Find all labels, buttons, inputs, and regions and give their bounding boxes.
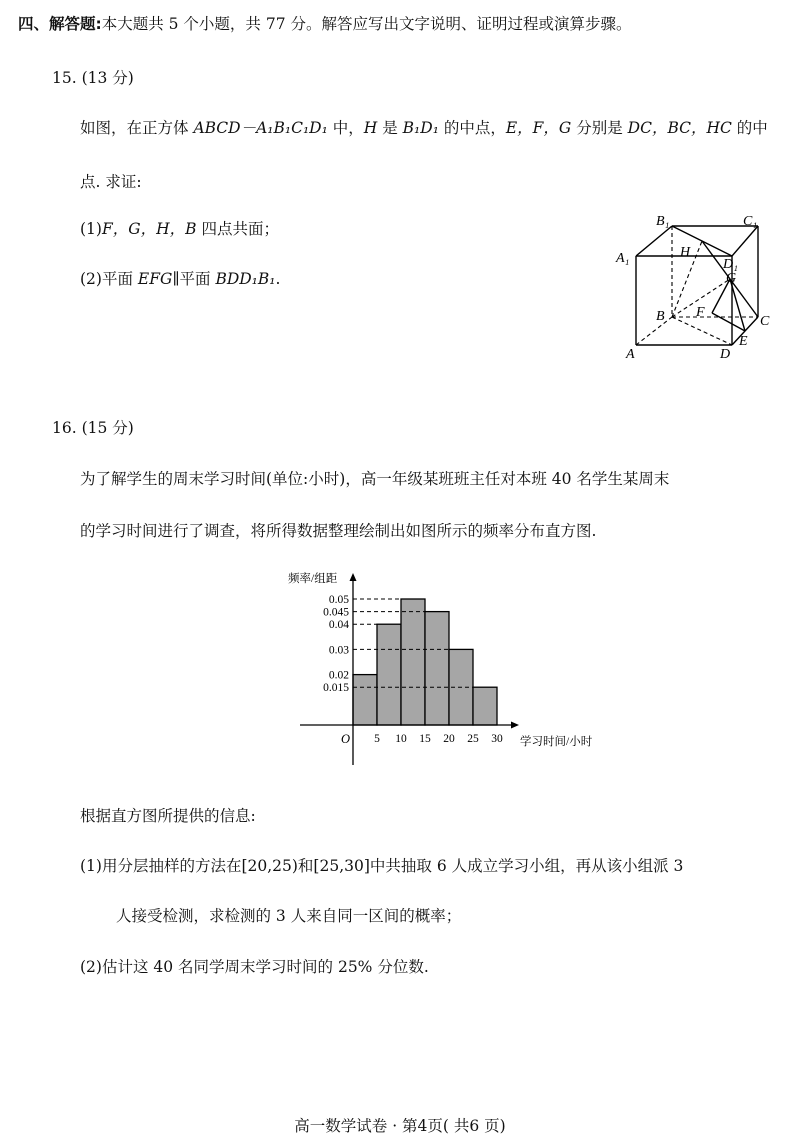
q15-part2-plane: BDD₁B₁ [215, 270, 276, 288]
q15-H: H [363, 119, 378, 137]
label-H: H [680, 245, 691, 260]
section-intro: 本大题共 5 个小题，共 77 分。解答应写出文字说明、证明过程或演算步骤。 [101, 15, 632, 33]
q15-stem-p1: 如图，在正方体 [80, 119, 194, 137]
edge-AB-hidden [636, 317, 672, 345]
q16-number: 16. (15 分) [52, 419, 134, 437]
q15-part2-end: . [275, 270, 281, 288]
cube-figure [612, 212, 792, 372]
q15-stem-p5: 分别是 [571, 119, 628, 137]
label-A1: A₁ [616, 251, 630, 266]
q15-part2-parallel: ∥平面 [172, 270, 216, 288]
q15-stem-line1 [80, 118, 768, 138]
histogram-bar [425, 612, 449, 725]
x-tick-label: 15 [419, 733, 431, 745]
q15-part2-label: (2)平面 [80, 270, 138, 288]
q15-B1D1: B₁D₁ [402, 119, 439, 137]
label-E: E [739, 334, 748, 349]
frequency-histogram [280, 565, 620, 775]
x-axis-label: 学习时间/小时 [520, 736, 593, 748]
y-tick-label: 0.03 [328, 644, 349, 657]
histogram-bar [353, 675, 377, 725]
label-G: G [726, 271, 737, 286]
label-C1: C₁ [743, 214, 758, 229]
segment-BD-hidden [672, 317, 732, 345]
y-tick-label: 0.05 [328, 594, 349, 606]
q15-DC-BC-HC: DC，BC，HC [627, 119, 732, 137]
label-B1: B₁ [656, 214, 670, 229]
label-D: D [720, 347, 731, 362]
q16-part1-line2: 人接受检测，求检测的 3 人来自同一区间的概率； [116, 907, 462, 925]
section-header [18, 14, 632, 34]
histogram-bar [473, 687, 497, 725]
x-tick-label: 20 [443, 733, 455, 745]
y-tick-label: 0.015 [323, 682, 349, 695]
q16-part2: (2)估计这 40 名同学周末学习时间的 25% 分位数. [80, 958, 429, 976]
x-tick-label: 30 [491, 733, 503, 745]
label-C: C [760, 314, 770, 329]
q15-stem-p3: 是 [377, 119, 403, 137]
label-F: F [696, 305, 705, 320]
section-heading: 四、解答题: [18, 15, 102, 33]
q15-stem-p2: 中， [327, 119, 364, 137]
x-tick-label: 5 [374, 733, 380, 745]
edge-D1C1 [732, 226, 758, 256]
y-tick-label: 0.04 [328, 619, 349, 632]
q15-stem-p4: 的中点， [438, 119, 506, 137]
histogram-bar [401, 599, 425, 725]
histogram-bar [377, 624, 401, 725]
q16-info: 根据直方图所提供的信息: [80, 807, 256, 825]
y-tick-label: 0.02 [328, 669, 349, 682]
q16-part1-line1: (1)用分层抽样的方法在[20,25)和[25,30]中共抽取 6 人成立学习小组，再从该小组派 3 [80, 857, 684, 875]
q15-stem-line2: 点. 求证: [80, 173, 142, 191]
q15-stem-p6: 的中 [731, 119, 768, 137]
y-tick-label: 0.045 [323, 606, 349, 619]
label-A: A [626, 347, 635, 362]
q16-stem-line2: 的学习时间进行了调查，将所得数据整理绘制出如图所示的频率分布直方图. [80, 522, 597, 540]
origin-label: O [341, 732, 351, 746]
q15-part1-points: F，G，H，B [101, 220, 197, 238]
label-D1: D₁ [723, 257, 738, 272]
q16-stem-line1: 为了解学生的周末学习时间(单位:小时)，高一年级某班班主任对本班 40 名学生某周末 [80, 470, 670, 488]
q15-part1-text: 四点共面； [196, 220, 279, 238]
q15-part2-efg: EFG [137, 270, 173, 288]
y-axis-arrow [350, 573, 357, 581]
page-footer: 高一数学试卷 · 第4页( 共6 页) [294, 1117, 506, 1135]
edge-A1B1 [636, 226, 672, 256]
q15-EFG: E，F，G [505, 119, 572, 137]
q15-number: 15. (13 分) [52, 69, 134, 87]
y-axis-label: 频率/组距 [288, 573, 338, 585]
x-tick-label: 10 [395, 733, 407, 745]
q15-cube: ABCD－A₁B₁C₁D₁ [193, 119, 328, 137]
q15-part2 [80, 269, 280, 289]
x-tick-label: 25 [467, 733, 479, 745]
label-B: B [656, 309, 665, 324]
q15-part1-label: (1) [80, 220, 102, 238]
q15-part1 [80, 219, 279, 239]
x-axis-arrow [511, 722, 519, 729]
